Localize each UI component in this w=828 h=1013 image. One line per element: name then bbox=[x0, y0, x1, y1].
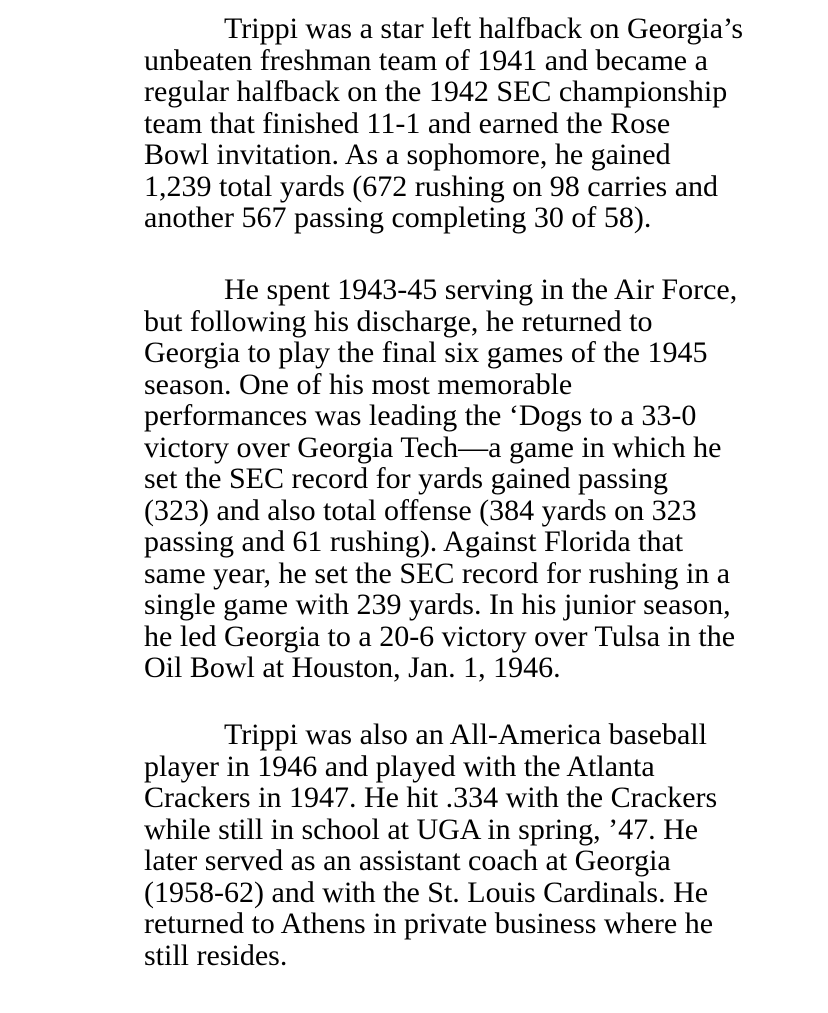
text-line: another 567 passing completing 30 of 58). bbox=[144, 201, 652, 234]
text-line: still resides. bbox=[144, 938, 288, 972]
text-line: unbeaten freshman team of 1941 and became a bbox=[144, 43, 708, 77]
text-line: victory over Georgia Tech—a game in which he bbox=[144, 430, 722, 464]
text-line: (1958-62) and with the St. Louis Cardinals. He bbox=[144, 875, 709, 909]
text-line: same year, he set the SEC record for rushing in a bbox=[144, 556, 731, 590]
text-line: He spent 1943-45 serving in the Air Force, bbox=[224, 273, 738, 306]
text-line: while still in school at UGA in spring, ’47. He bbox=[144, 812, 699, 846]
text-line: returned to Athens in private business where he bbox=[144, 907, 714, 940]
text-line: later served as an assistant coach at Georgia bbox=[144, 844, 671, 877]
text-line: Crackers in 1947. He hit .334 with the Crackers bbox=[144, 781, 718, 814]
text-line: passing and 61 rushing). Against Florida that bbox=[144, 525, 684, 558]
text-line: performances was leading the ‘Dogs to a 33-0 bbox=[144, 399, 697, 432]
paragraph-baseball-and-coaching bbox=[144, 719, 804, 971]
text-line: regular halfback on the 1942 SEC championship bbox=[144, 75, 728, 108]
text-line: set the SEC record for yards gained passing bbox=[144, 462, 669, 495]
text-line: but following his discharge, he returned to bbox=[144, 304, 653, 338]
text-line: single game with 239 yards. In his junior season, bbox=[144, 588, 731, 621]
text-line: team that finished 11-1 and earned the Rose bbox=[144, 106, 671, 140]
text-line: 1,239 total yards (672 rushing on 98 carries and bbox=[144, 169, 719, 203]
text-line: Bowl invitation. As a sophomore, he gained bbox=[144, 138, 671, 171]
text-line: Trippi was also an All-America baseball bbox=[224, 718, 707, 751]
text-line: player in 1946 and played with the Atlanta bbox=[144, 749, 655, 783]
paragraph-air-force-and-1945-season bbox=[144, 274, 804, 684]
paragraph-freshman-career bbox=[144, 13, 804, 234]
text-line: (323) and also total offense (384 yards on 323 bbox=[144, 493, 697, 527]
text-line: Georgia to play the final six games of the 1945 bbox=[144, 336, 708, 369]
text-line: Oil Bowl at Houston, Jan. 1, 1946. bbox=[144, 651, 561, 684]
text-line: he led Georgia to a 20-6 victory over Tulsa in the bbox=[144, 619, 736, 653]
text-line: season. One of his most memorable bbox=[144, 367, 573, 401]
text-line: Trippi was a star left halfback on Georgia’s bbox=[224, 12, 744, 45]
